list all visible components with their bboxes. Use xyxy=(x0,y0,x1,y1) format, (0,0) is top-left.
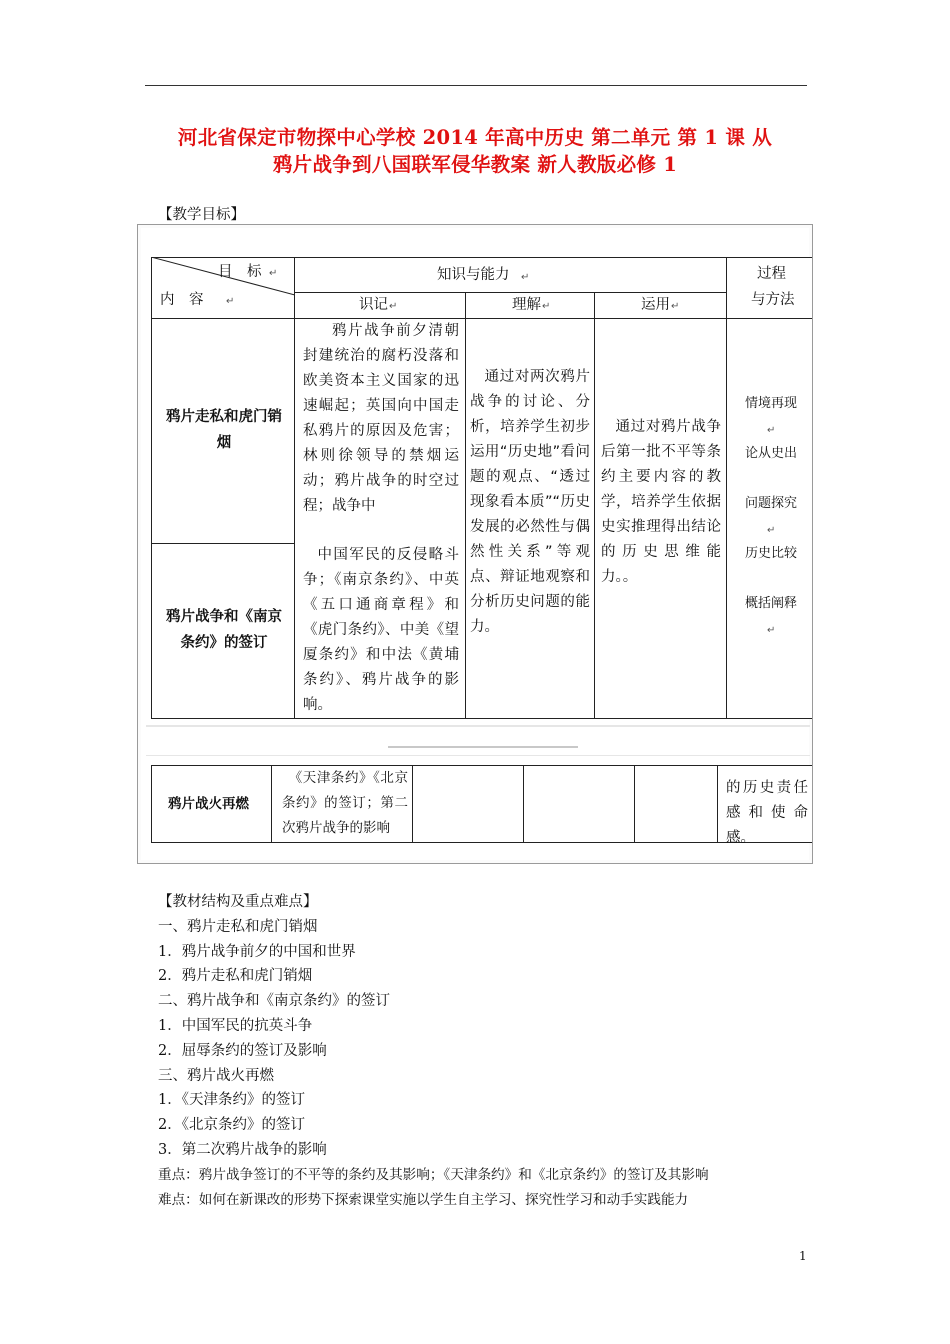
page-break-strip xyxy=(146,725,810,727)
structure-line: 3．第二次鸦片战争的影响 xyxy=(158,1141,327,1158)
method-3: 问题探究 xyxy=(745,496,798,511)
structure-line: 1．《天津条约》的签订 xyxy=(158,1092,305,1109)
row-3-process: 的历史责任感和使命感。 xyxy=(726,780,808,846)
apply-cell xyxy=(594,318,727,719)
title-line-2: 鸦片战争到八国联军侵华教案 新人教版必修 1 xyxy=(272,153,678,176)
teaching-goals-label: 【教学目标】 xyxy=(158,207,245,223)
row-1-content-cell xyxy=(151,318,295,544)
method-1: 情境再现 xyxy=(745,396,798,411)
structure-line: 1．中国军民的抗英斗争 xyxy=(158,1017,313,1034)
structure-line: 2．《北京条约》的签订 xyxy=(158,1117,305,1134)
difficult-points: 难点：如何在新课改的形势下探索课堂实施以学生自主学习、探究性学习和动手实践能力 xyxy=(158,1191,689,1208)
memorize-header: 识记 xyxy=(359,297,388,313)
method-5: 概括阐释 xyxy=(745,596,798,611)
row-3-memorize: 《天津条约》《北京条约》的签订；第二次鸦片战争的影响 xyxy=(282,770,408,836)
row-2-memorize: 中国军民的反侵略斗争；《南京条约》、中英《五口通商章程》和《虎门条约》、中美《望厦条约》和中法《黄埔条约》、鸦片战争的影响。 xyxy=(303,547,459,713)
header-rule xyxy=(145,85,807,86)
row-2-content: 鸦片战争和《南京条约》的签订 xyxy=(166,609,282,651)
row-1-content: 鸦片走私和虎门销烟 xyxy=(166,409,282,451)
understand-header: 理解 xyxy=(512,297,541,313)
structure-line: 三、鸦片战火再燃 xyxy=(158,1067,274,1084)
apply-header: 运用 xyxy=(641,297,670,313)
corner-target-label: 目 标 xyxy=(218,264,262,280)
page-break-strip-2 xyxy=(146,755,810,756)
process-header-1: 过程 xyxy=(757,266,786,282)
corner-cell: 目 标 ↵ 内 容 ↵ xyxy=(151,257,295,319)
page-number: 1 xyxy=(799,1249,807,1263)
structure-line: 2．鸦片走私和虎门销烟 xyxy=(158,968,313,985)
row-3-empty-cell-1 xyxy=(412,765,524,843)
memorize-header-cell: 识记 ↵ xyxy=(294,292,466,319)
method-4: 历史比较 xyxy=(745,546,798,561)
page-break-mark xyxy=(388,746,578,748)
understand-text: 通过对两次鸦片战争的讨论、分析，培养学生初步运用“历史地”看问题的观点、“透过现象看本质”“历史发展的必然性与偶然性关系”等观点、辩证地观察和分析历史问题的能力。 xyxy=(470,369,590,635)
document-title xyxy=(140,124,810,178)
knowledge-header-cell: 知识与能力 ↵ xyxy=(294,257,727,293)
row-3-process-cell xyxy=(717,765,812,846)
process-header-2: 与方法 xyxy=(751,292,795,308)
title-line-1: 河北省保定市物探中心学校 2014 年高中历史 第二单元 第 1 课 从 xyxy=(177,126,773,149)
knowledge-header: 知识与能力 xyxy=(437,267,510,283)
structure-line: 二、鸦片战争和《南京条约》的签订 xyxy=(158,993,390,1010)
structure-line: 2．屈辱条约的签订及影响 xyxy=(158,1042,327,1059)
structure-line: 一、鸦片走私和虎门销烟 xyxy=(158,918,318,935)
structure-section xyxy=(158,890,818,1212)
row-1-memorize: 鸦片战争前夕清朝封建统治的腐朽没落和欧美资本主义国家的迅速崛起；英国向中国走私鸦片的原因及危害；林则徐领导的禁烟运动；鸦片战争的时空过程；战争中 xyxy=(303,323,459,514)
structure-label: 【教材结构及重点难点】 xyxy=(158,894,318,910)
row-2-content-cell xyxy=(151,543,295,719)
row-2-memorize-cell xyxy=(294,543,466,719)
understand-cell xyxy=(465,318,595,719)
method-2: 论从史出 xyxy=(745,446,798,461)
methods-cell: 情境再现 ↵ 论从史出 问题探究 ↵ 历史比较 概括阐释 ↵ xyxy=(726,318,812,719)
process-header-cell xyxy=(726,257,812,319)
row-3-empty-cell-2 xyxy=(523,765,635,843)
row-1-memorize-cell xyxy=(294,318,466,544)
row-3-empty-cell-3 xyxy=(634,765,718,843)
understand-header-cell: 理解 ↵ xyxy=(465,292,595,319)
goals-table-image xyxy=(137,224,813,864)
key-points: 重点：鸦片战争签订的不平等的条约及其影响；《天津条约》和《北京条约》的签订及其影响 xyxy=(158,1166,709,1183)
corner-content-label: 内 容 xyxy=(160,292,204,308)
row-3-content: 鸦片战火再燃 xyxy=(168,796,249,812)
apply-header-cell: 运用 ↵ xyxy=(594,292,727,319)
row-3-content-cell xyxy=(151,765,272,843)
structure-line: 1．鸦片战争前夕的中国和世界 xyxy=(158,943,356,960)
row-3-memorize-cell xyxy=(271,765,413,843)
apply-text: 通过对鸦片战争后第一批不平等条约主要内容的教学，培养学生依据史实推理得出结论的历史思维能力。。 xyxy=(601,419,721,585)
